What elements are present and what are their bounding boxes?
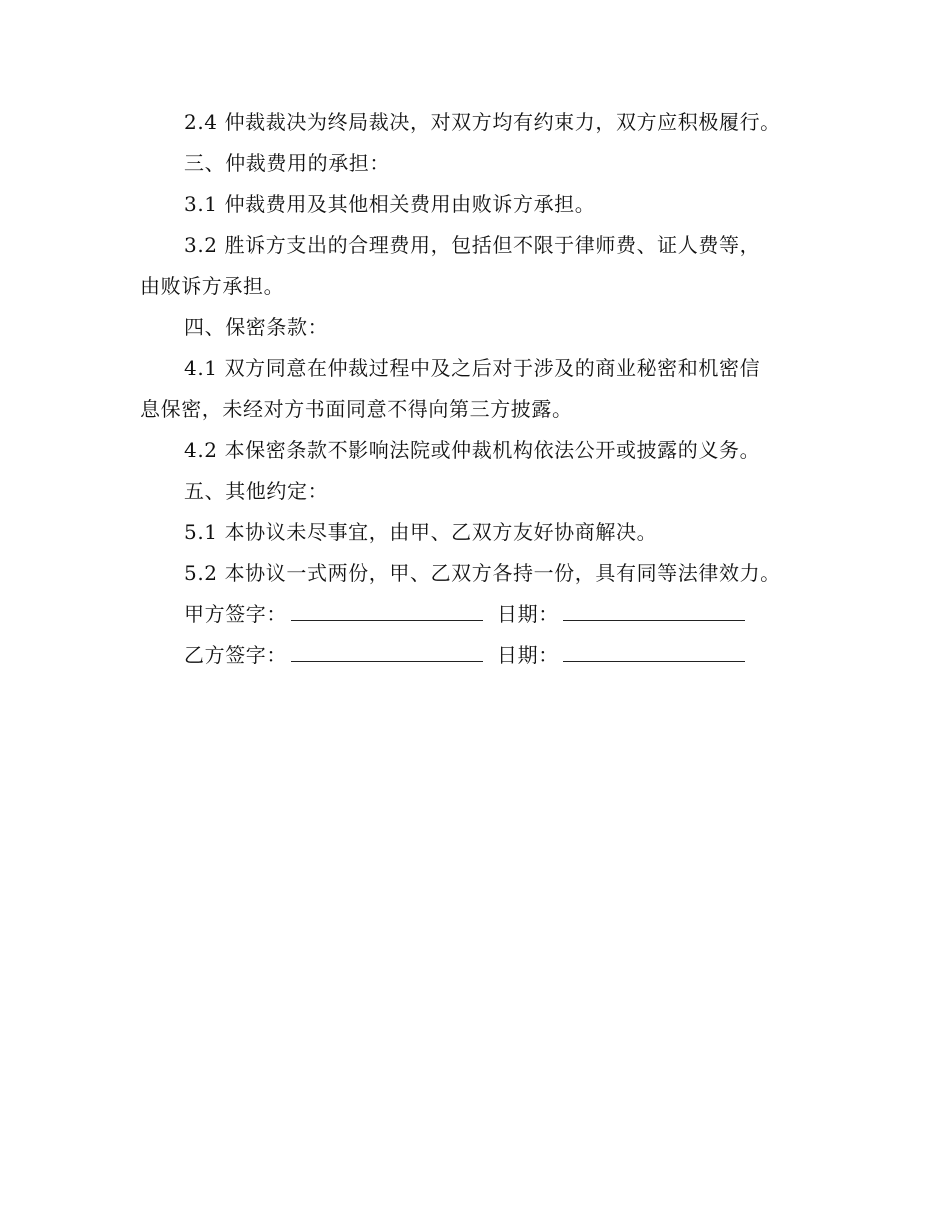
clause-5-2: 5.2 本协议一式两份，甲、乙双方各持一份，具有同等法律效力。: [184, 561, 781, 585]
signature-row-party-b: [140, 635, 830, 676]
clause-2-4: 2.4 仲裁裁决为终局裁决，对双方均有约束力，双方应积极履行。: [184, 110, 781, 134]
document-body: [140, 102, 830, 676]
clause-4-1-continued: 息保密，未经对方书面同意不得向第三方披露。: [140, 397, 573, 421]
party-b-date-label: 日期：: [497, 643, 559, 667]
party-a-date-label: 日期：: [497, 602, 559, 626]
section-heading-confidentiality: 四、保密条款：: [184, 315, 329, 339]
clause-4-2: 4.2 本保密条款不影响法院或仲裁机构依法公开或披露的义务。: [184, 438, 761, 462]
clause-5-1: 5.1 本协议未尽事宜，由甲、乙双方友好协商解决。: [184, 520, 658, 544]
clause-3-2-continued: 由败诉方承担。: [140, 274, 285, 298]
party-a-date-line: [563, 598, 745, 621]
section-heading-arbitration-fees: 三、仲裁费用的承担：: [184, 151, 390, 175]
clause-3-1: 3.1 仲裁费用及其他相关费用由败诉方承担。: [184, 192, 596, 216]
party-b-signature-label: 乙方签字：: [184, 643, 287, 667]
signature-row-party-a: [140, 594, 830, 635]
section-heading-other-terms: 五、其他约定：: [184, 479, 329, 503]
clause-3-2: 3.2 胜诉方支出的合理费用，包括但不限于律师费、证人费等，: [184, 233, 761, 257]
clause-4-1: 4.1 双方同意在仲裁过程中及之后对于涉及的商业秘密和机密信: [184, 356, 761, 380]
party-b-date-line: [563, 639, 745, 662]
party-a-signature-label: 甲方签字：: [184, 602, 287, 626]
party-b-signature-line: [291, 639, 483, 662]
party-a-signature-line: [291, 598, 483, 621]
